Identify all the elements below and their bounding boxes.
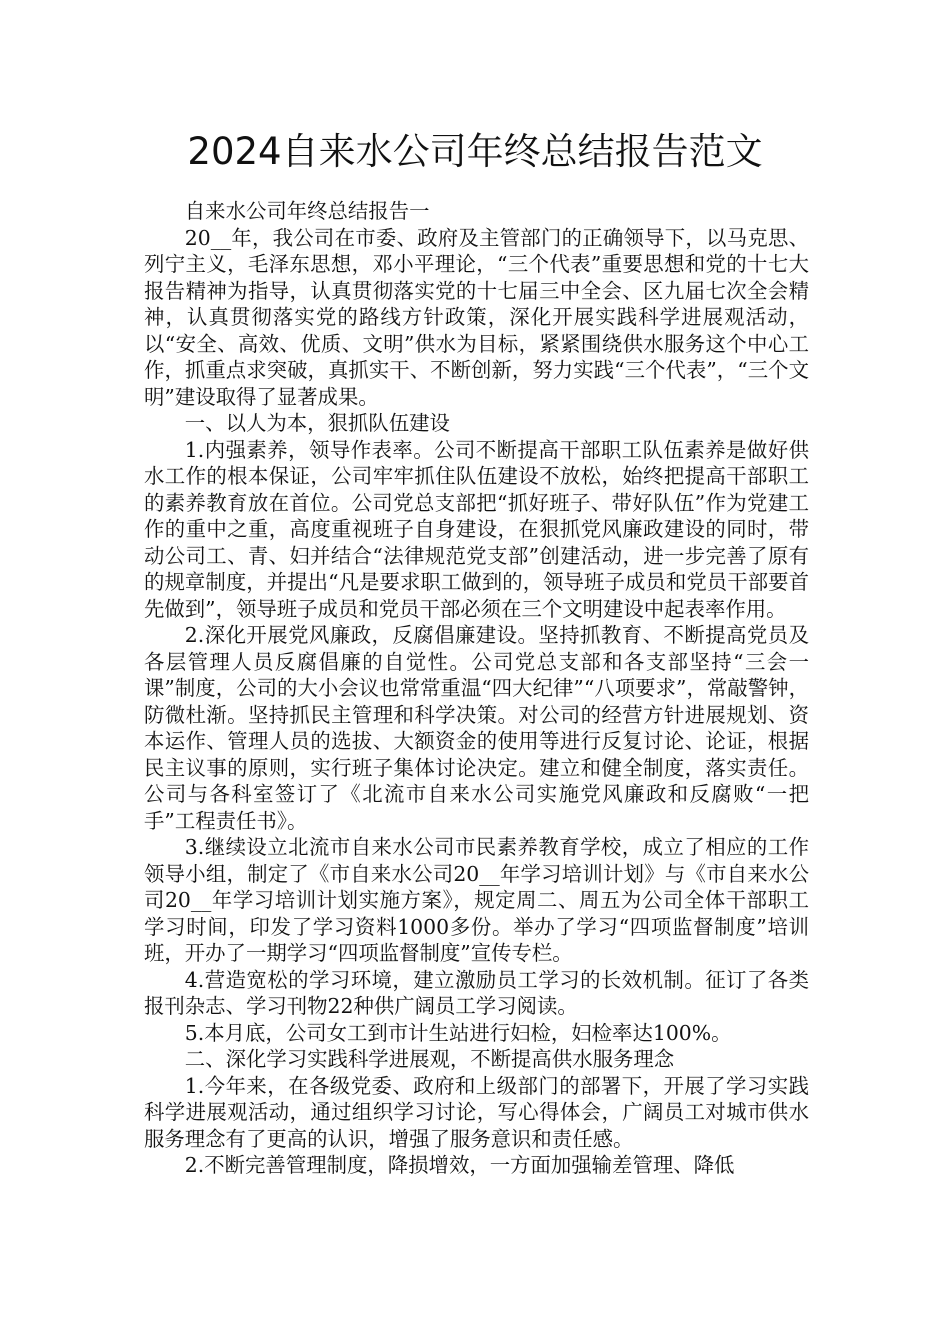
document-title: 2024自来水公司年终总结报告范文 <box>187 130 763 173</box>
paragraph-subtitle: 自来水公司年终总结报告一 <box>184 199 430 223</box>
section-heading: 一、以人为本，狠抓队伍建设 <box>184 411 450 435</box>
paragraph: 1.内强素养，领导作表率。公司不断提高干部职工队伍素养是做好供水工作的根本保证，公司牢牢抓住队伍建设不放松，始终把提高干部职工的素养教育放在首位。公司党总支部把“抓好班子、带好队伍”作为党建工作的重中之重，高度重视班子自身建设，在狠抓党风廉政建设的同时，带动公司工、青、妇并结合“法律规范党支部”创建活动，进一步完善了原有的规章制度，并提出“凡是要求职工做到的，领导班子成员和党员干部要首先做到”，领导班子成员和党员干部必须在三个文明建设中起表率作用。 <box>144 437 809 621</box>
paragraph: 3.继续设立北流市自来水公司市民素养教育学校，成立了相应的工作领导小组，制定了《市自来水公司20__年学习培训计划》与《市自来水公司20__年学习培训计划实施方案》，规定周二、周五为公司全体干部职工学习时间，印发了学习资料1000多份。举办了学习“四项监督制度”培训班，开办了一期学习“四项监督制度”宣传专栏。 <box>144 835 809 965</box>
section-heading: 二、深化学习实践科学进展观，不断提高供水服务理念 <box>184 1047 675 1071</box>
paragraph: 5.本月底，公司女工到市计生站进行妇检，妇检率达100%。 <box>184 1020 732 1045</box>
document-body <box>144 198 809 1179</box>
paragraph: 4.营造宽松的学习环境，建立激励员工学习的长效机制。征订了各类报刊杂志、学习刊物22种供广阔员工学习阅读。 <box>144 967 809 1018</box>
paragraph: 2.不断完善管理制度，降损增效，一方面加强输差管理、降低 <box>184 1153 735 1177</box>
paragraph: 2.深化开展党风廉政，反腐倡廉建设。坚持抓教育、不断提高党员及各层管理人员反腐倡廉的自觉性。公司党总支部和各支部坚持“三会一课”制度，公司的大小会议也常常重温“四大纪律”“八项要求”，常敲警钟，防微杜渐。坚持抓民主管理和科学决策。对公司的经营方针进展规划、资本运作、管理人员的选拔、大额资金的使用等进行反复讨论、论证，根据民主议事的原则，实行班子集体讨论决定。建立和健全制度，落实责任。公司与各科室签订了《北流市自来水公司实施党风廉政和反腐败“一把手”工程责任书》。 <box>144 623 809 833</box>
paragraph: 1.今年来，在各级党委、政府和上级部门的部署下，开展了学习实践科学进展观活动，通过组织学习讨论，写心得体会，广阔员工对城市供水服务理念有了更高的认识，增强了服务意识和责任感。 <box>144 1073 809 1151</box>
paragraph: 20__年，我公司在市委、政府及主管部门的正确领导下，以马克思、列宁主义，毛泽东思想，邓小平理论，“三个代表”重要思想和党的十七大报告精神为指导，认真贯彻落实党的十七届三中全会、区九届七次全会精神，认真贯彻落实党的路线方针政策，深化开展实践科学进展观活动，以“安全、高效、优质、文明”供水为目标，紧紧围绕供水服务这个中心工作，抓重点求突破，真抓实干、不断创新，努力实践“三个代表”，“三个文明”建设取得了显著成果。 <box>144 225 809 409</box>
